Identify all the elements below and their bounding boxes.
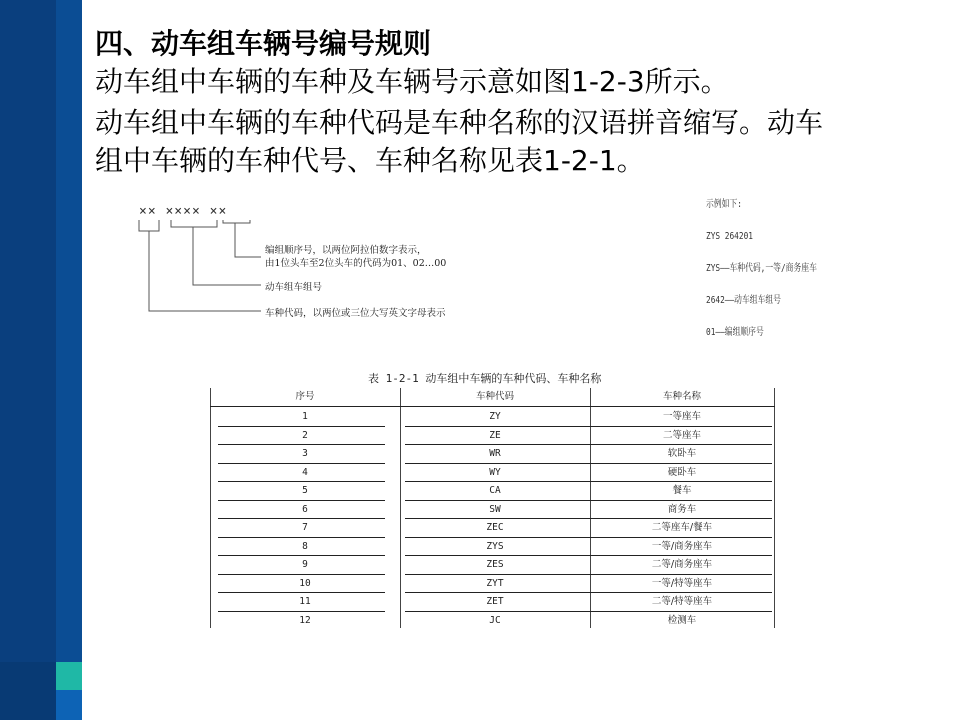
table-row-rule (405, 574, 595, 575)
table-cell-index: 7 (302, 522, 308, 533)
table-cell-code: WR (489, 448, 501, 459)
diagram-code-pattern: ×× ×××× ×× (139, 204, 228, 219)
table-cell-index: 12 (299, 614, 311, 626)
table-row-rule (405, 500, 595, 501)
table-row-rule (405, 592, 595, 593)
table-row-rule (218, 481, 385, 482)
table-cell-index: 10 (299, 577, 311, 589)
table-cell-code: WY (489, 466, 501, 478)
table-cell-code: ZEC (486, 522, 504, 533)
sidebar-accent-dark (0, 662, 56, 720)
table-header-code: 车种代码 (475, 391, 514, 402)
table-cell-name: 二等座车 (662, 429, 701, 441)
table-cell-name: 商务车 (667, 503, 697, 515)
paragraph-line-1: 动车组中车辆的车种及车辆号示意如图1-2-3所示。 (95, 65, 729, 98)
table-cell-index: 4 (302, 466, 308, 478)
table-row-rule (218, 500, 385, 501)
paragraph-line-2: 动车组中车辆的车种代码是车种名称的汉语拼音缩写。动车 (95, 106, 824, 139)
example-serial: 01——编组顺序号 (706, 327, 764, 338)
example-group: 2642——动车组车组号 (706, 295, 781, 306)
table-row-rule (595, 574, 772, 575)
table-row-rule (405, 463, 595, 464)
table-row-rule (595, 537, 772, 538)
table-row-rule (405, 444, 595, 445)
diagram-label-serial-1: 编组顺序号，以两位阿拉伯数字表示， (265, 245, 427, 256)
table-cell-index: 3 (302, 448, 308, 459)
table-row-rule (595, 463, 772, 464)
table-cell-name: 软卧车 (667, 448, 697, 459)
example-code: ZYS 264201 (706, 231, 753, 242)
table-cell-index: 8 (302, 540, 308, 552)
table-cell-index: 9 (302, 559, 308, 570)
table-cell-index: 11 (299, 596, 311, 607)
left-sidebar-decoration (0, 0, 82, 720)
table-row-rule (405, 555, 595, 556)
table-cell-name: 一等/特等座车 (651, 577, 713, 589)
table-row-rule (595, 592, 772, 593)
table-cell-index: 1 (302, 411, 308, 422)
table-row-rule (405, 611, 595, 612)
table-row-rule (405, 481, 595, 482)
table-border-right (774, 388, 775, 628)
table-row-rule (218, 444, 385, 445)
table-row-rule (218, 555, 385, 556)
table-cell-code: ZES (486, 559, 504, 570)
table-row-rule (405, 518, 595, 519)
table-row-rule (218, 537, 385, 538)
table-row-rule (218, 463, 385, 464)
sidebar-stripe (0, 0, 56, 720)
table-row-rule (218, 592, 385, 593)
table-row-rule (595, 518, 772, 519)
table-row-rule (405, 426, 595, 427)
table-cell-name: 硬卧车 (667, 466, 697, 478)
example-type: ZYS——车种代码,一等/商务座车 (706, 263, 817, 274)
table-row-rule (405, 537, 595, 538)
table-row-rule (595, 481, 772, 482)
table-row-rule (595, 444, 772, 445)
diagram-label-group: 动车组车组号 (265, 282, 323, 293)
table-row-rule (218, 611, 385, 612)
table-row-rule (595, 426, 772, 427)
table-header-name: 车种名称 (662, 391, 701, 402)
table-cell-name: 二等/特等座车 (651, 596, 713, 607)
table-header-index: 序号 (295, 391, 315, 402)
table-cell-name: 二等/商务座车 (651, 559, 713, 570)
diagram-label-serial-2: 由1位头车至2位头车的代码为01、02…00 (265, 258, 447, 269)
table-cell-name: 餐车 (672, 485, 692, 496)
table-cell-code: SW (489, 503, 501, 515)
table-cell-index: 5 (302, 485, 308, 496)
table-cell-code: ZE (489, 429, 501, 441)
table-cell-code: CA (489, 485, 501, 496)
table-header-rule (210, 406, 775, 407)
vehicle-type-table (210, 388, 775, 628)
table-cell-index: 2 (302, 429, 308, 441)
table-cell-index: 6 (302, 503, 308, 515)
table-cell-code: JC (489, 614, 501, 626)
table-row-rule (218, 426, 385, 427)
example-block (706, 198, 862, 358)
table-cell-name: 一等座车 (662, 411, 701, 422)
table-cell-code: ZY (489, 411, 501, 422)
table-cell-name: 一等/商务座车 (651, 540, 713, 552)
table-row-rule (218, 518, 385, 519)
paragraph-line-3: 组中车辆的车种代号、车种名称见表1-2-1。 (95, 144, 645, 177)
table-cell-code: ZET (486, 596, 504, 607)
table-row-rule (595, 611, 772, 612)
diagram-label-type: 车种代码，以两位或三位大写英文字母表示 (265, 308, 446, 319)
slide-heading: 四、动车组车辆号编号规则 (95, 27, 432, 60)
sidebar-accent-teal (56, 662, 82, 690)
table-row-rule (595, 500, 772, 501)
table-cell-code: ZYS (486, 540, 504, 552)
example-title: 示例如下: (706, 199, 742, 210)
table-cell-code: ZYT (486, 577, 504, 589)
sidebar-accent-blue (56, 690, 82, 720)
table-row-rule (218, 574, 385, 575)
table-caption: 表 1-2-1 动车组中车辆的车种代码、车种名称 (368, 372, 602, 385)
table-cell-name: 二等座车/餐车 (651, 522, 713, 533)
vehicle-number-diagram (135, 200, 625, 330)
table-cell-name: 检测车 (667, 614, 697, 626)
table-row-rule (595, 555, 772, 556)
